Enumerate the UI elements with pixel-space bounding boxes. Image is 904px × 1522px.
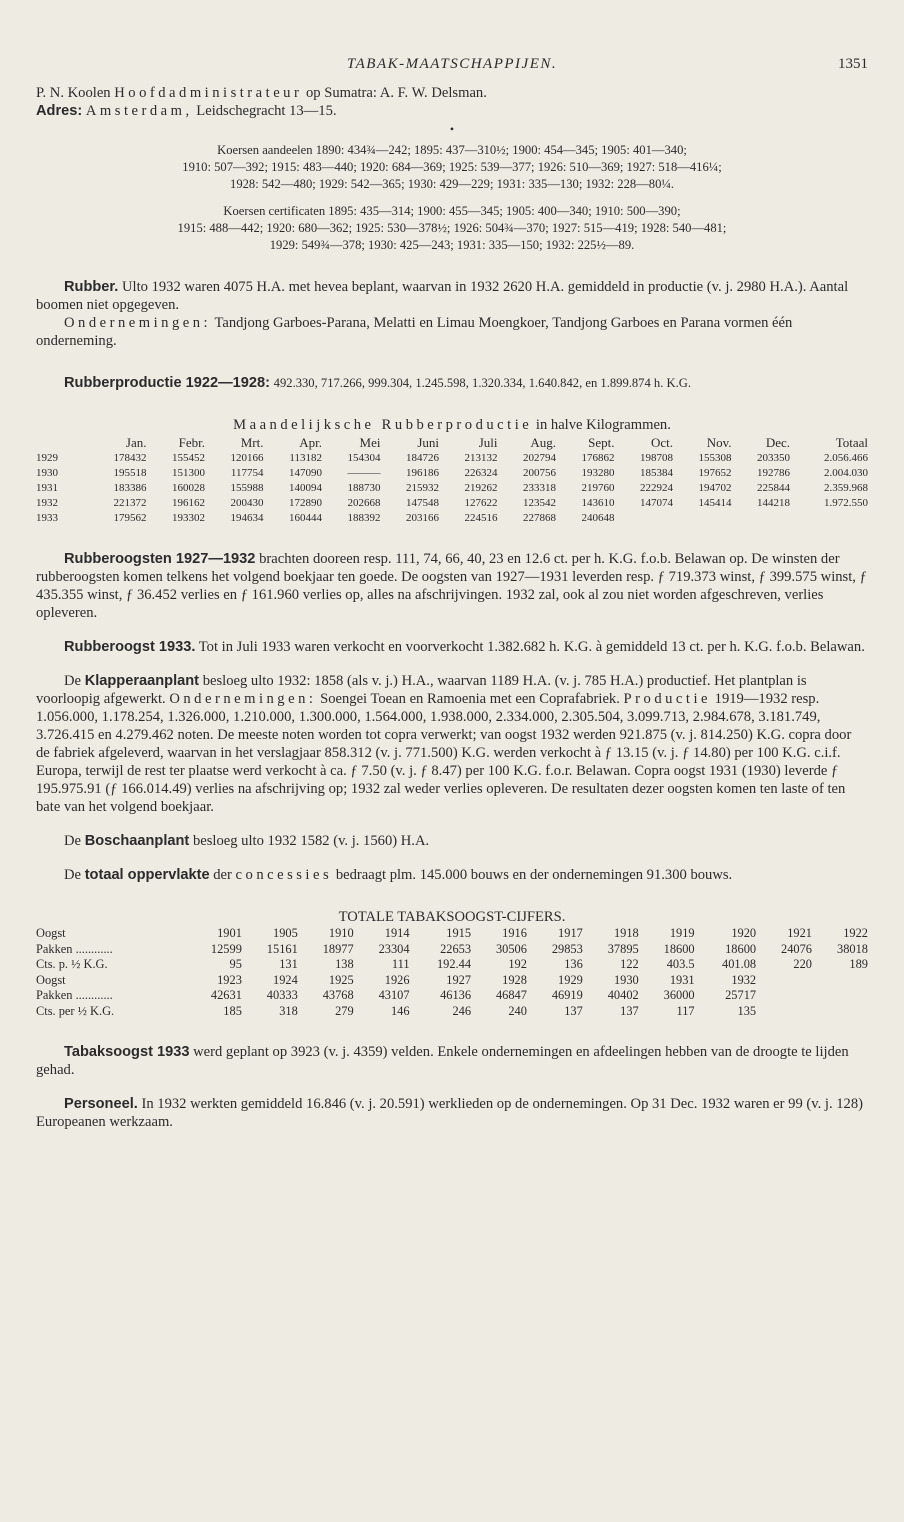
adres-line [36,102,868,120]
table-cell: 215932 [406,482,439,494]
running-title: TABAK-MAATSCHAPPIJEN. [346,56,558,72]
table-cell: 123542 [523,497,556,509]
table-cell: 194702 [698,482,732,494]
table-cell [812,973,868,989]
rubberproductie-label: Rubberproductie 1922—1928: [64,375,271,391]
table-cell: 220 [793,957,812,971]
table-cell: 46919 [551,988,583,1002]
table-cell: 1922 [843,926,868,940]
table-cell: 113182 [289,452,322,464]
table-cell: 154304 [347,452,381,464]
bosch-paragraph [36,832,868,850]
totaal-mid: der [213,867,232,883]
table-cell: 1923 [217,972,242,987]
table-cell: 172890 [289,497,322,509]
table-cell: 1924 [273,972,298,987]
table-cell: 202794 [523,452,556,464]
table-row [36,481,868,496]
table-cell [756,973,812,989]
totaal-pre: De [64,867,82,883]
rubberoogsten-paragraph [36,550,868,622]
table-cell: 1929 [558,972,583,987]
table-cell: 43107 [378,988,410,1002]
table-cell: 318 [279,1003,298,1018]
table-cell: 42631 [210,988,242,1002]
table-cell: 213132 [464,452,498,464]
tabaksoogst1933-paragraph [36,1043,868,1079]
tabaksoogst1933-label: Tabaksoogst 1933 [64,1044,190,1060]
header-cell: Mrt. [240,435,264,450]
table-cell: 185384 [640,467,673,479]
table-cell: 43768 [322,988,354,1002]
rubber-label: Rubber. [64,279,119,295]
koersen-certificaten-line: 1929: 549¾—378; 1930: 425—243; 1931: 335—150; 1932: 225½—89. [269,238,635,252]
table-cell: 192786 [757,467,790,479]
table-cell: 117754 [230,467,264,479]
table-cell: Oogst [36,926,66,940]
monthly-title [36,416,868,434]
intro-block [36,84,868,120]
table-cell: 138 [335,957,354,971]
table-row [36,942,868,958]
koersen-aandeelen [36,142,868,193]
table-cell: 1931 [36,482,58,494]
tabak-body [36,926,868,1019]
header-cell: Totaal [835,435,868,450]
table-cell: 194634 [230,512,264,524]
table-cell: 117 [676,1003,695,1018]
table-cell: 1932 [731,972,757,987]
table-row [36,511,868,526]
adres-street: Leidschegracht 13—15. [196,103,337,119]
table-row [36,496,868,511]
table-cell: 1932 [36,497,58,509]
table-cell: Pakken ............ [36,941,113,956]
klapper-text1: besloeg ulto 1932: 1858 (als v. j.) H.A., waarvan 1189 H.A. (v. j. 785 H.A.) productief. Het plantplan is voorloopig afgewerkt. [36,673,807,707]
table-cell: 135 [737,1003,757,1018]
table-cell: 403.5 [666,957,695,971]
totaal-paragraph [36,866,868,884]
intro-line [36,84,868,102]
koersen-certificaten [36,203,868,254]
ondernemingen-text: Tandjong Garboes-Parana, Melatti en Limau Moengkoer, Tandjong Garboes en Parana vormen één onderneming. [36,315,793,349]
table-cell: 1933 [36,512,58,524]
table-cell: 1931 [669,972,695,987]
table-cell: 155308 [698,452,732,464]
table-cell: 192.44 [436,957,472,971]
table-cell: 240648 [581,512,615,524]
table-cell [615,511,674,526]
rubberoogst1933-paragraph [36,638,868,656]
ondernemingen-paragraph [36,314,868,350]
table-cell: 193280 [581,467,615,479]
table-cell: 36000 [663,988,695,1002]
table-cell: 160444 [289,512,322,524]
table-row [36,957,868,973]
table-cell: 225844 [757,482,790,494]
table-cell: 1916 [502,926,527,940]
table-cell: 147090 [289,467,322,479]
table-cell: 144218 [757,497,790,509]
header-cell: Jan. [125,435,147,450]
rubber-text: Ulto 1932 waren 4075 H.A. met hevea beplant, waarvan in 1932 2620 H.A. gemiddeld in productie (v. j. 2980 H.A.). Aantal boomen niet opgegeven. [36,279,849,313]
table-cell: 1920 [731,926,757,940]
table-cell: 131 [279,957,298,971]
table-cell: 40333 [266,988,298,1002]
table-cell: 1914 [384,926,410,940]
header-cell: Aug. [530,435,556,450]
header-cell: Nov. [706,435,732,450]
table-cell: 145414 [698,497,732,509]
table-cell: 179562 [113,512,147,524]
table-cell: 183386 [113,482,147,494]
table-cell: 240 [508,1003,527,1018]
table-cell: 1919 [669,926,695,940]
table-cell: 155452 [172,452,205,464]
table-cell [812,1004,868,1020]
table-cell: 12599 [210,941,242,956]
table-cell: 1918 [613,926,639,940]
table-cell: 246 [452,1003,472,1018]
table-cell [756,988,812,1004]
table-cell: 22653 [440,941,472,956]
table-cell: 46847 [495,988,527,1002]
monthly-header-row [36,434,868,451]
table-cell: 151300 [172,467,205,479]
table-cell: 1910 [328,926,354,940]
bosch-label: Boschaanplant [84,833,190,849]
table-cell: 2.004.030 [824,467,868,479]
table-cell: Oogst [36,972,66,987]
table-cell: 111 [391,957,410,971]
table-cell: 143610 [581,497,615,509]
rubberoogst1933-text: Tot in Juli 1933 waren verkocht en voorverkocht 1.382.682 h. K.G. à gemiddeld 13 ct. per h. K.G. f.o.b. Belawan. [198,639,865,655]
table-cell: 140094 [289,482,322,494]
klapper-ond-text: Soengei Toean en Ramoenia met een Coprafabriek. [320,691,620,707]
koersen-aandeelen-line: 1910: 507—392; 1915: 483—440; 1920: 684—369; 1925: 539—377; 1926: 510—369; 1927: 518—416¼; [182,160,722,174]
rubberproductie-paragraph [36,374,868,392]
page-number: 1351 [838,56,868,72]
table-cell: 127622 [464,497,498,509]
table-cell: 1.972.550 [824,497,868,509]
page-header [36,52,868,84]
header-cell: Juli [478,435,498,450]
table-cell: 1915 [446,926,472,940]
table-cell: 233318 [523,482,556,494]
header-cell: Dec. [765,435,790,450]
koersen-aandeelen-line: 1928: 542—480; 1929: 542—365; 1930: 429—229; 1931: 335—130; 1932: 228—80¼. [230,177,674,191]
koersen-certificaten-line: 1915: 488—442; 1920: 680—362; 1925: 530—378½; 1926: 504¾—370; 1927: 515—419; 1928: 540—481; [177,221,727,235]
tabaksoogst1933-text: werd geplant op 3923 (v. j. 4359) velden. Enkele ondernemingen en afdeelingen hebben van de droogte te lijden gehad. [36,1044,849,1078]
totaal-spaced: concessies [235,867,333,883]
monthly-title-rest: in halve Kilogrammen. [535,417,671,433]
rubberoogsten-label: Rubberoogsten 1927—1932 [64,551,256,567]
table-cell: 18600 [663,941,695,956]
table-cell [790,511,868,526]
tabak-table [36,926,868,1019]
table-cell [673,511,732,526]
table-cell: 1905 [273,926,298,940]
header-cell: Apr. [299,435,322,450]
table-cell [812,988,868,1004]
table-row [36,466,868,481]
header-cell: Febr. [178,435,205,450]
table-cell [756,1004,812,1020]
table-cell: 226324 [464,467,498,479]
ondernemingen-label: Ondernemingen: [64,315,212,331]
rubberoogst1933-label: Rubberoogst 1933. [64,639,196,655]
table-cell: 196162 [172,497,205,509]
table-cell: 46136 [440,988,472,1002]
table-cell: 1927 [446,972,472,987]
table-cell: 198708 [640,452,673,464]
klapper-paragraph [36,672,868,816]
table-cell: 38018 [837,941,868,956]
klapper-ond-label: Ondernemingen: [169,691,317,707]
personeel-paragraph [36,1095,868,1131]
personeel-text: In 1932 werkten gemiddeld 16.846 (v. j. 20.591) werklieden op de ondernemingen. Op 31 Dec. 1932 waren er 99 (v. j. 128) Europeanen werkzaam. [36,1096,864,1130]
header-cell: Oct. [650,435,673,450]
table-cell: 95 [229,957,242,971]
adres-label: Adres: [36,103,83,119]
header-cell: Juni [417,435,439,450]
personeel-label: Personeel. [64,1096,138,1112]
table-cell: 1930 [36,467,58,479]
table-cell: 189 [849,957,868,971]
monthly-title-spaced: Maandelijksche Rubberproductie [233,417,533,433]
table-cell: 1921 [787,926,812,940]
table-cell: 2.056.466 [824,452,868,464]
table-cell: 176862 [581,452,615,464]
table-cell [732,511,791,526]
table-cell: 195518 [113,467,147,479]
table-cell: Cts. p. ½ K.G. [36,957,108,971]
monthly-body [36,451,868,526]
table-cell: 279 [335,1003,354,1018]
table-cell: 227868 [523,512,556,524]
table-cell: 147548 [406,497,439,509]
table-cell: Cts. per ½ K.G. [36,1003,115,1018]
rubberproductie-text: 492.330, 717.266, 999.304, 1.245.598, 1.320.334, 1.640.842, en 1.899.874 h. K.G. [273,376,692,390]
table-cell: 222924 [640,482,673,494]
table-cell: 196186 [406,467,439,479]
table-row [36,451,868,466]
bosch-text: besloeg ulto 1932 1582 (v. j. 1560) H.A. [192,833,430,849]
table-row [36,926,868,942]
table-cell: 188392 [347,512,381,524]
table-cell: 193302 [172,512,205,524]
koersen-certificaten-line: Koersen certificaten 1895: 435—314; 1900: 455—345; 1905: 400—340; 1910: 500—390; [223,204,681,218]
table-cell: 24076 [781,941,812,956]
rubberoogsten-text: brachten dooreen resp. 111, 74, 66, 40, 23 en 12.6 ct. per h. K.G. f.o.b. Belawan op. De winsten der rubberoogsten komen telkens het volgend boekjaar ten goede. De oogsten van 1927—1931 leverden resp. ƒ 719.373 winst, ƒ 399.575 winst, ƒ 435.355 winst, ƒ 36.452 verlies en ƒ 161.960 verlies op, alles na afschrijvingen. 1932 zal, ook al zou niet worden afgeschreven, verlies opleveren. [36,551,867,621]
table-cell: 1917 [558,926,583,940]
table-cell: 203166 [406,512,439,524]
adres-city: Amsterdam, [85,103,193,119]
totaal-label: totaal oppervlakte [84,867,210,883]
dot-separator: • [449,122,455,136]
table-cell: 18977 [322,941,354,956]
klapper-prod-label: Productie [623,691,711,707]
table-cell: 178432 [113,452,147,464]
table-cell: 221372 [113,497,147,509]
table-cell: Pakken ............ [36,988,113,1002]
table-cell: ——— [347,467,381,479]
table-cell: 192 [508,957,527,971]
klapper-label: Klapperaanplant [84,673,200,689]
table-cell: 219262 [464,482,498,494]
table-cell: 401.08 [722,957,757,971]
klapper-text2: 1919—1932 resp. 1.056.000, 1.178.254, 1.326.000, 1.210.000, 1.300.000, 1.564.000, 1.938.000, 2.334.000, 2.305.504, 3.099.713, 2.984.678, 3.181.749, 3.726.415 en 4.279.462 noten. De meeste noten worden tot copra verwerkt; van oogst 1932 werden 921.875 (v. j. 814.250) K.G. copra door de fabriek afgeleverd, waarvan in het verslagjaar 858.312 (v. j. 771.500) K.G. werden verkocht à ƒ 13.15 (v. j. ƒ 14.80) per 100 K.G. c.i.f. Europa, terwijl de rest ter plaatse werd verkocht à ca. ƒ 7.50 (v. j. ƒ 8.47) per 100 K.G. f.o.r. Belawan. Copra oogst 1931 (1930) leverde ƒ 195.975.91 (ƒ 166.014.49) verlies na afschrijving op; 1932 zal weder verlies opleveren. De resultaten dezer oogsten komen ten laste of ten bate van het volgend boekjaar. [36,691,852,815]
table-cell: 1928 [502,972,527,987]
tabak-title: TOTALE TABAKSOOGST-CIJFERS. [338,909,566,925]
admin-label: Hoofdadministrateur [114,85,303,101]
table-cell: 122 [620,957,639,971]
bosch-pre: De [64,833,82,849]
table-cell: 160028 [172,482,205,494]
table-cell: 120166 [230,452,264,464]
table-cell: 25717 [725,988,757,1002]
header-cell: Sept. [588,435,615,450]
table-cell: 1926 [384,972,410,987]
table-cell: 147074 [640,497,673,509]
table-cell: 184726 [406,452,439,464]
table-cell: 1929 [36,452,58,464]
table-cell: 155988 [230,482,264,494]
table-cell: 137 [564,1003,583,1018]
table-cell: 18600 [725,941,757,956]
table-cell: 146 [390,1003,410,1018]
table-cell: 202668 [347,497,381,509]
table-row [36,973,868,989]
table-cell: 15161 [266,941,298,956]
header-cell: Mei [359,435,381,450]
table-cell: 2.359.968 [824,482,868,494]
monthly-table [36,434,868,526]
table-cell: 185 [223,1003,242,1018]
table-row [36,988,868,1004]
table-cell: 37895 [607,941,639,956]
rubber-paragraph [36,278,868,314]
table-cell: 1930 [613,972,639,987]
table-cell: 1925 [328,972,354,987]
table-cell: 23304 [378,941,410,956]
table-cell: 188730 [347,482,381,494]
table-cell: 137 [620,1003,639,1018]
table-cell: 200430 [230,497,264,509]
klapper-pre: De [64,673,82,689]
table-row [36,1004,868,1020]
totaal-text: bedraagt plm. 145.000 bouws en der ondernemingen 91.300 bouws. [335,867,733,883]
koersen-aandeelen-line: Koersen aandeelen 1890: 434¾—242; 1895: 437—310½; 1900: 454—345; 1905: 401—340; [217,143,687,157]
intro-line2: Delsman. [431,85,487,101]
table-cell: 197652 [698,467,732,479]
intro-name: P. N. Koolen [36,85,111,101]
table-cell: 40402 [607,988,639,1002]
table-cell: 30506 [495,941,527,956]
intro-rest: op Sumatra: A. F. W. [306,85,428,101]
table-cell: 219760 [581,482,615,494]
table-cell: 29853 [551,941,583,956]
header-cell [36,434,88,451]
table-cell: 1901 [217,926,242,940]
table-cell: 224516 [464,512,498,524]
table-cell: 136 [564,957,583,971]
table-cell: 200756 [523,467,556,479]
table-cell: 203350 [757,452,790,464]
